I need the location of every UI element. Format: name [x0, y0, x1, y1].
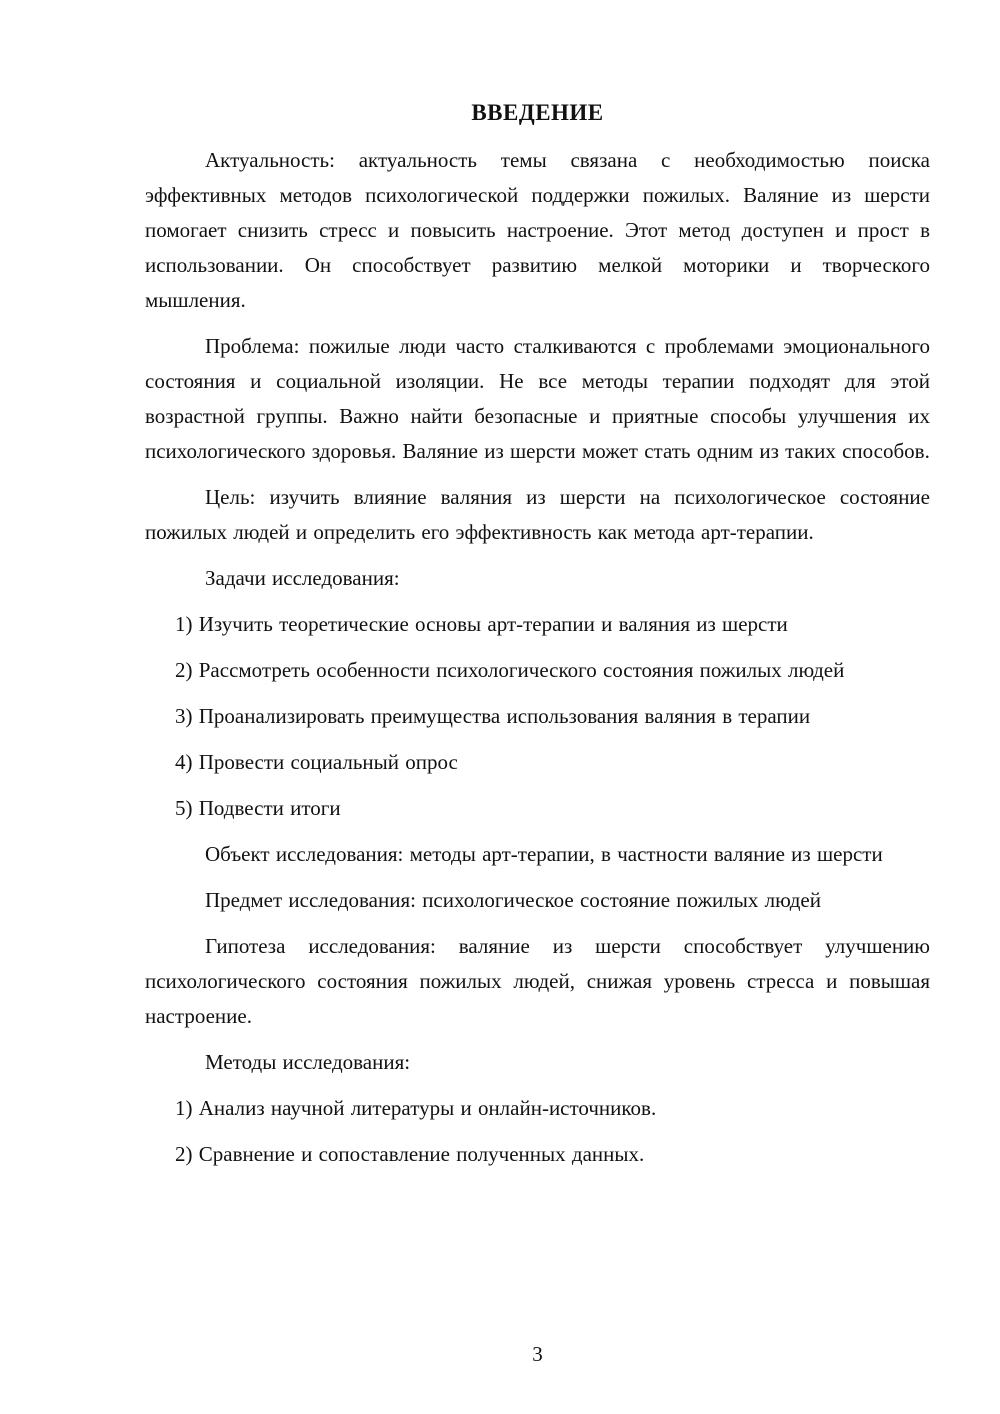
paragraph-tsel: Цель: изучить влияние валяния из шерсти на психологическое состояние пожилых людей и определить его эффективность как метода арт-терапии.	[145, 485, 930, 544]
list-item-task-5: 5) Подвести итоги	[175, 796, 341, 820]
list-item-task-1: 1) Изучить теоретические основы арт-терапии и валяния из шерсти	[175, 612, 788, 636]
paragraph-problema: Проблема: пожилые люди часто сталкиваются с проблемами эмоционального состояния и социальной изоляции. Не все методы терапии подходят для этой возрастной группы. Важно найти безопасные и приятные способы улучшения их психологического здоровья. Валяние из шерсти может стать одним из таких способов.	[145, 334, 930, 463]
paragraph-metody-heading: Методы исследования:	[205, 1050, 411, 1074]
paragraph-gipoteza: Гипотеза исследования: валяние из шерсти способствует улучшению психологического состояния пожилых людей, снижая уровень стресса и повышая настроение.	[145, 934, 930, 1028]
list-item-method-1: 1) Анализ научной литературы и онлайн-источников.	[175, 1096, 657, 1120]
paragraph-obekt: Объект исследования: методы арт-терапии, в частности валяние из шерсти	[205, 842, 883, 866]
paragraph-aktualnost: Актуальность: актуальность темы связана с необходимостью поиска эффективных методов психологической поддержки пожилых. Валяние из шерсти помогает снизить стресс и повысить настроение. Этот метод доступен и прост в использовании. Он способствует развитию мелкой моторики и творческого мышления.	[145, 148, 930, 312]
paragraph-zadachi-heading: Задачи исследования:	[205, 566, 400, 590]
page-title: ВВЕДЕНИЕ	[471, 100, 604, 125]
page-number: 3	[532, 1342, 543, 1366]
list-item-task-2: 2) Рассмотреть особенности психологического состояния пожилых людей	[175, 658, 845, 682]
list-item-method-2: 2) Сравнение и сопоставление полученных данных.	[175, 1142, 645, 1166]
paragraph-predmet: Предмет исследования: психологическое состояние пожилых людей	[205, 888, 821, 912]
list-item-task-4: 4) Провести социальный опрос	[175, 750, 458, 774]
list-item-task-3: 3) Проанализировать преимущества использования валяния в терапии	[175, 704, 811, 728]
